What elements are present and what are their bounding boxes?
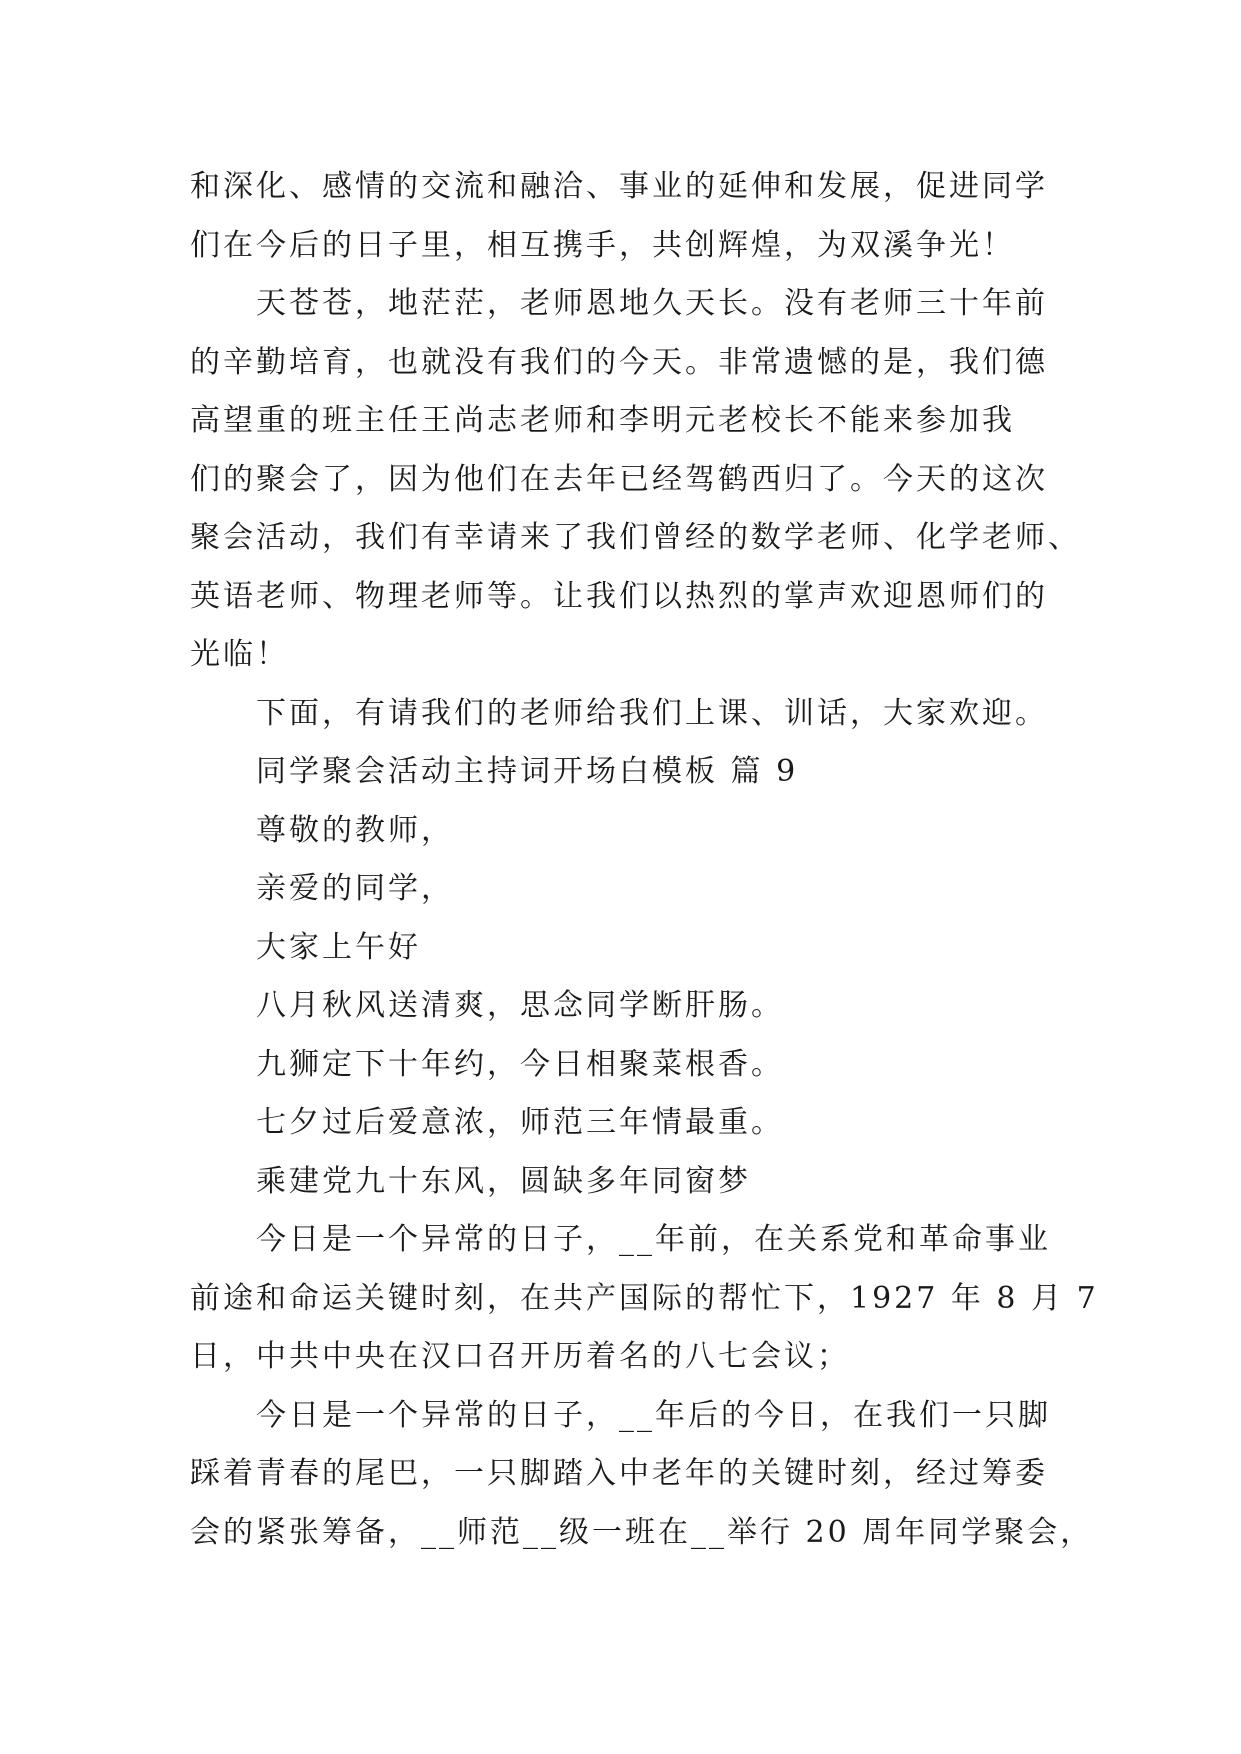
text-line: 们在今后的日子里，相互携手，共创辉煌，为双溪争光！ <box>190 227 1015 263</box>
text-line: 们的聚会了，因为他们在去年已经驾鹤西归了。今天的这次 <box>190 461 1048 497</box>
text-line: 的辛勤培育，也就没有我们的今天。非常遗憾的是，我们德 <box>190 344 1048 380</box>
text-line: 前途和命运关键时刻，在共产国际的帮忙下，1927 年 8 月 7 <box>190 1280 1099 1316</box>
greeting-line: 尊敬的教师， <box>256 812 454 848</box>
document-body <box>190 158 1099 1562</box>
poem-line: 九狮定下十年约，今日相聚菜根香。 <box>256 1046 784 1082</box>
greeting-line: 大家上午好 <box>256 929 421 965</box>
section-heading: 同学聚会活动主持词开场白模板 篇 9 <box>256 754 799 789</box>
text-line: 英语老师、物理老师等。让我们以热烈的掌声欢迎恩师们的 <box>190 578 1048 614</box>
greeting-line: 亲爱的同学， <box>256 871 454 906</box>
paragraph-start-line: 今日是一个异常的日子，__年前，在关系党和革命事业 <box>256 1222 1051 1257</box>
text-line: 高望重的班主任王尚志老师和李明元老校长不能来参加我 <box>190 403 1015 438</box>
text-line: 踩着青春的尾巴，一只脚踏入中老年的关键时刻，经过筹委 <box>190 1456 1048 1491</box>
text-line: 日，中共中央在汉口召开历着名的八七会议； <box>190 1339 850 1374</box>
paragraph-start-line: 天苍苍，地茫茫，老师恩地久天长。没有老师三十年前 <box>256 286 1048 321</box>
poem-line: 八月秋风送清爽，思念同学断肝肠。 <box>256 988 784 1023</box>
poem-line: 七夕过后爱意浓，师范三年情最重。 <box>256 1105 784 1140</box>
text-line: 光临！ <box>190 637 289 672</box>
paragraph-start-line: 下面，有请我们的老师给我们上课、训话，大家欢迎。 <box>256 695 1048 731</box>
poem-line: 乘建党九十东风，圆缺多年同窗梦 <box>256 1163 751 1199</box>
text-line: 和深化、感情的交流和融洽、事业的延伸和发展，促进同学 <box>190 169 1048 204</box>
paragraph-start-line: 今日是一个异常的日子，__年后的今日，在我们一只脚 <box>256 1397 1051 1433</box>
text-line: 会的紧张筹备，__师范__级一班在__举行 20 周年同学聚会， <box>190 1514 1094 1550</box>
text-line: 聚会活动，我们有幸请来了我们曾经的数学老师、化学老师、 <box>190 520 1081 555</box>
